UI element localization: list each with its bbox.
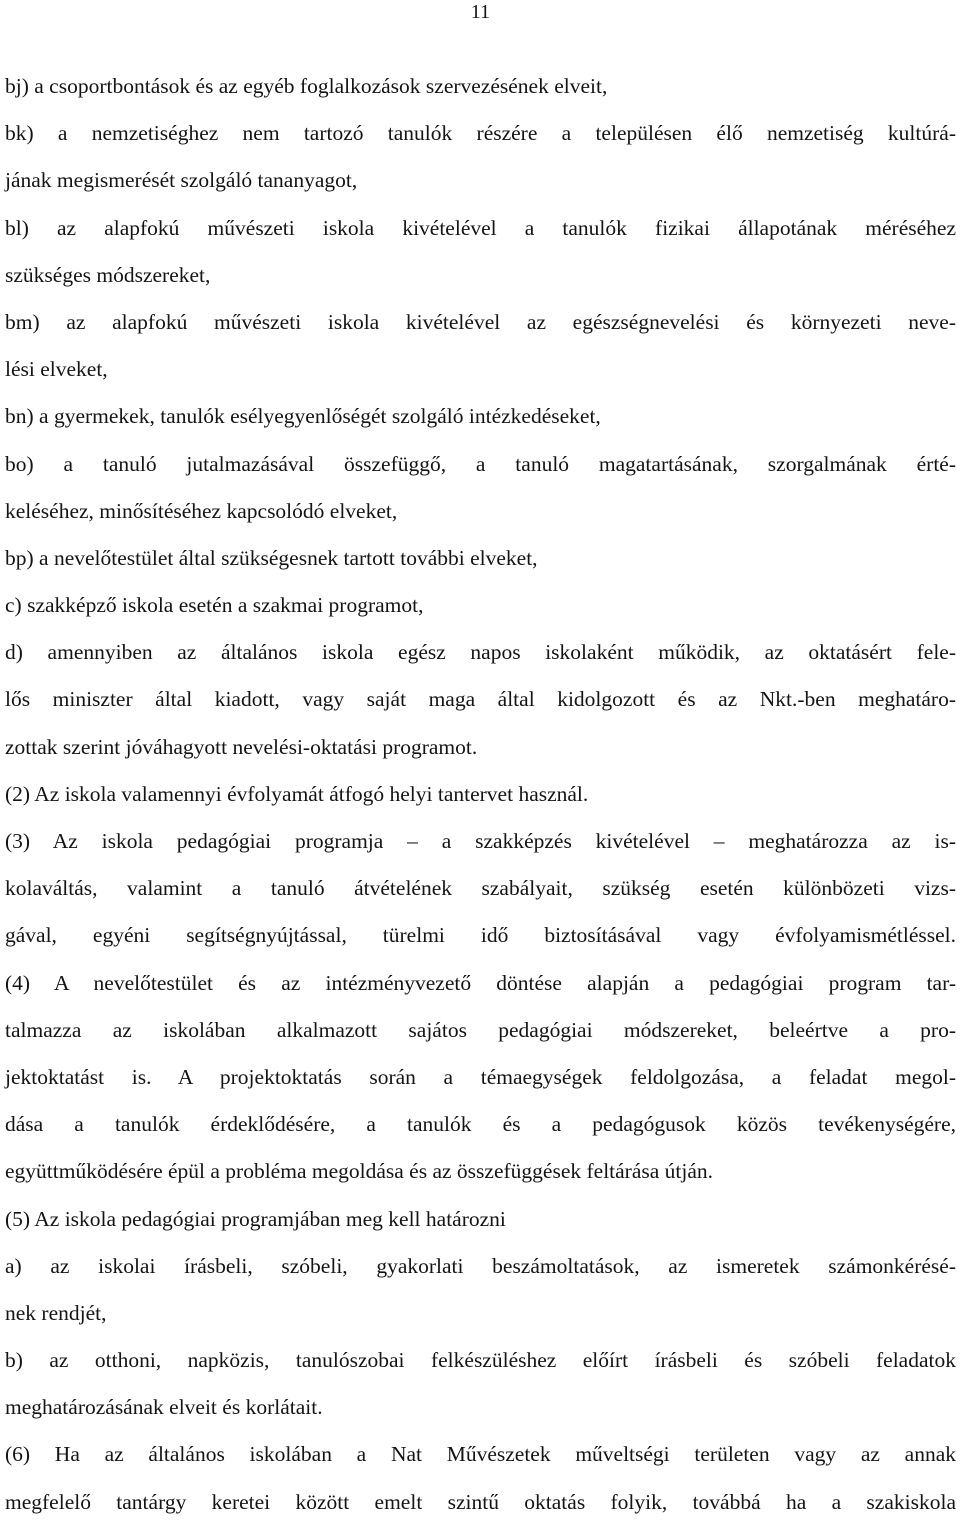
text-line: jának megismerését szolgáló tananyagot,: [5, 168, 358, 193]
text-line: nek rendjét,: [5, 1300, 107, 1325]
document-body: [5, 63, 956, 1526]
text-line: dása a tanulók érdeklődésére, a tanulók és a pedagógusok közös tevékenységére,: [5, 1112, 956, 1137]
text-line: d) amennyiben az általános iskola egész napos iskolaként működik, az oktatásért fele-: [5, 640, 956, 665]
text-line: bl) az alapfokú művészeti iskola kivételével a tanulók fizikai állapotának méréséhez: [5, 215, 956, 240]
text-line: megfelelő tantárgy keretei között emelt szintű oktatás folyik, továbbá ha a szakiskola: [5, 1489, 956, 1514]
text-line: a) az iskolai írásbeli, szóbeli, gyakorlati beszámoltatások, az ismeretek számonkérésé-: [5, 1253, 956, 1278]
text-line: (3) Az iskola pedagógiai programja – a szakképzés kivételével – meghatározza az is-: [5, 829, 956, 853]
text-line: (6) Ha az általános iskolában a Nat Művészetek műveltségi területen vagy az annak: [5, 1442, 956, 1467]
text-line: bn) a gyermekek, tanulók esélyegyenlőségét szolgáló intézkedéseket,: [5, 404, 601, 429]
text-line: jektoktatást is. A projektoktatás során a témaegységek feldolgozása, a feladat megol-: [5, 1064, 956, 1089]
text-line: bo) a tanuló jutalmazásával összefüggő, a tanuló magatartásának, szorgalmának érté-: [5, 451, 956, 476]
text-line: (4) A nevelőtestület és az intézményvezető döntése alapján a pedagógiai program tar-: [5, 970, 956, 995]
text-line: kolaváltás, valamint a tanuló átvételének szabályait, szükség esetén különbözeti vizs-: [5, 876, 956, 901]
text-line: bj) a csoportbontások és az egyéb foglalkozások szervezésének elveit,: [5, 74, 608, 98]
text-line: zottak szerint jóváhagyott nevelési-oktatási programot.: [5, 734, 478, 759]
text-line: lési elveket,: [5, 357, 108, 382]
text-line: bp) a nevelőtestület által szükségesnek tartott további elveket,: [5, 545, 538, 570]
text-line: (5) Az iskola pedagógiai programjában meg kell határozni: [5, 1206, 506, 1231]
text-line: keléséhez, minősítéséhez kapcsolódó elveket,: [5, 498, 398, 523]
text-line: talmazza az iskolában alkalmazott sajátos pedagógiai módszereket, beleértve a pro-: [5, 1017, 956, 1042]
text-line: (2) Az iskola valamennyi évfolyamát átfogó helyi tantervet használ.: [5, 781, 589, 806]
text-line: b) az otthoni, napközis, tanulószobai felkészüléshez előírt írásbeli és szóbeli feladatok: [5, 1348, 956, 1373]
text-line: gával, egyéni segítségnyújtással, türelmi idő biztosításával vagy évfolyamismétléssel.: [5, 923, 956, 948]
text-line: c) szakképző iskola esetén a szakmai programot,: [5, 593, 424, 618]
text-line: bm) az alapfokú művészeti iskola kivételével az egészségnevelési és környezeti neve-: [5, 309, 956, 334]
text-line: lős miniszter által kiadott, vagy saját maga által kidolgozott és az Nkt.-ben meghatáro-: [5, 687, 956, 712]
text-line: szükséges módszereket,: [5, 262, 211, 287]
text-line: együttműködésére épül a probléma megoldása és az összefüggések feltárása útján.: [5, 1159, 714, 1184]
text-line: meghatározásának elveit és korlátait.: [5, 1395, 323, 1420]
text-line: bk) a nemzetiséghez nem tartozó tanulók részére a településen élő nemzetiség kultúrá-: [5, 121, 956, 146]
page-number: 11: [470, 1, 490, 23]
